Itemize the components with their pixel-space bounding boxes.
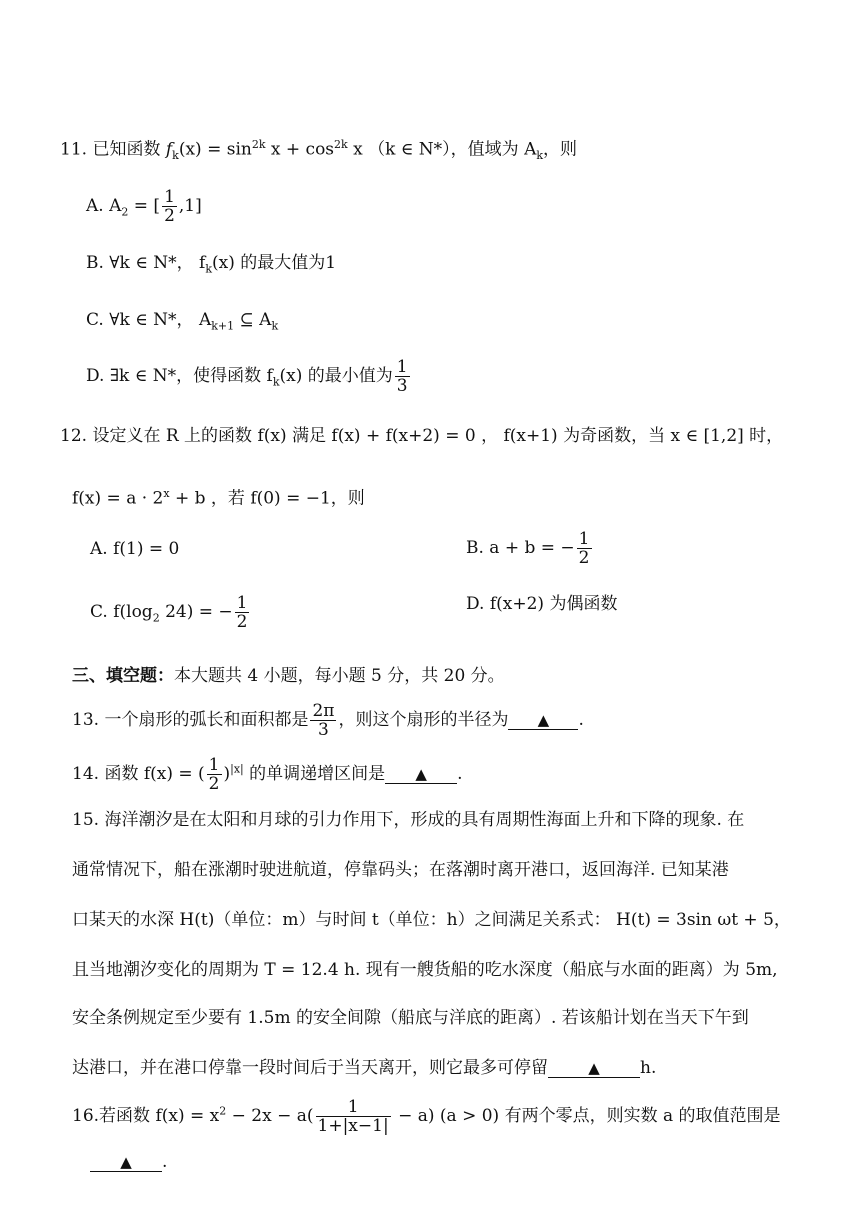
fraction: $\frac{1}{2}$ — [578, 529, 590, 568]
q11-option-d: D. ∃k ∈ N*，使得函数 $f_k(x)$ 的最小值为 $\frac{1}{3}$ — [86, 357, 408, 396]
fraction: $\frac{1}{2}$ — [236, 593, 248, 632]
q11-option-c: C. ∀k ∈ N*， $A_{k+1}$ ⊆ $A_k$ — [86, 310, 279, 333]
answer-blank — [508, 711, 578, 730]
q15-line4: 且当地潮汐变化的周期为 T = 12.4 h. 现有一艘货船的吃水深度（船底与水面的距离）为 5m, — [72, 960, 778, 980]
q12-option-a: A. f(1) = 0 — [90, 539, 180, 559]
q13: 13. 一个扇形的弧长和面积都是 $\frac{2\pi}{3}$ ，则这个扇形的半径为 ▲ . — [72, 701, 584, 740]
q14: 14. 函数 f(x) = ( $\frac{1}{2}$ )$^{|x|}$ 的单调递增区间是 ▲ . — [72, 755, 463, 794]
section-heading: 三、填空题：本大题共 4 小题，每小题 5 分，共 20 分。 — [72, 666, 505, 686]
q11-option-b: B. ∀k ∈ N*， $f_k(x)$ 的最大值为1 — [86, 253, 337, 276]
q16-answer-line: ▲ . — [90, 1150, 167, 1174]
q11-option-a: A. $A_2$ = [ $\frac{1}{2}$ ,1] — [86, 187, 202, 226]
q12-option-d: D. f(x+2) 为偶函数 — [466, 594, 618, 614]
fraction: $\frac{2\pi}{3}$ — [312, 701, 335, 740]
fraction: $\frac{1}{2}$ — [208, 755, 220, 794]
q12-stem-line2: $f(x) = a \cdot 2^x + b$ ，若 f(0) = −1，则 — [72, 487, 365, 509]
q15-line2: 通常情况下，船在涨潮时驶进航道，停靠码头；在落潮时离开港口，返回海洋. 已知某港 — [72, 860, 729, 880]
q15-line1: 15. 海洋潮汐是在太阳和月球的引力作用下，形成的具有周期性海面上升和下降的现象. 在 — [72, 810, 745, 830]
triangle-marker-icon: ▲ — [537, 711, 550, 729]
q15-line3: 口某天的水深 H(t)（单位：m）与时间 t（单位：h）之间满足关系式： H(t) = 3sin ωt + 5， — [72, 910, 791, 930]
q12-option-b: B. a + b = − $\frac{1}{2}$ — [466, 529, 590, 568]
answer-blank — [90, 1153, 162, 1172]
triangle-marker-icon: ▲ — [120, 1153, 132, 1171]
q15-line6: 达港口，并在港口停靠一段时间后于当天离开，则它最多可停留 ▲ h. — [72, 1058, 657, 1078]
q11-stem: 11. 已知函数 $f_k(x) = \sin^{2k} x + \cos^{2k} x$ （k ∈ N*），值域为 $A_k$，则 — [60, 138, 578, 163]
q15-line5: 安全条例规定至少要有 1.5m 的安全间隙（船底与洋底的距离）. 若该船计划在当天下午到 — [72, 1008, 749, 1028]
triangle-marker-icon: ▲ — [415, 765, 427, 783]
fraction: $\frac{1}{2}$ — [164, 187, 175, 226]
triangle-marker-icon: ▲ — [588, 1059, 600, 1077]
fraction: $\frac{1}{3}$ — [396, 357, 408, 396]
answer-blank — [385, 765, 457, 784]
answer-blank — [548, 1059, 640, 1078]
q12-stem-line1: 12. 设定义在 R 上的函数 f(x) 满足 f(x) + f(x+2) = 0 ， f(x+1) 为奇函数，当 x ∈ [1,2] 时， — [60, 426, 784, 446]
q16: 16.若函数 $f(x) = x^2 - 2x - a$( $\frac{1}{1+|x-1|}$ − a) (a > 0) 有两个零点，则实数 a 的取值范围是 — [72, 1097, 781, 1136]
q12-option-c: C. $f(\log_2$ 24) = − $\frac{1}{2}$ — [90, 593, 248, 632]
fraction: $\frac{1}{1+|x-1|}$ — [317, 1097, 389, 1136]
